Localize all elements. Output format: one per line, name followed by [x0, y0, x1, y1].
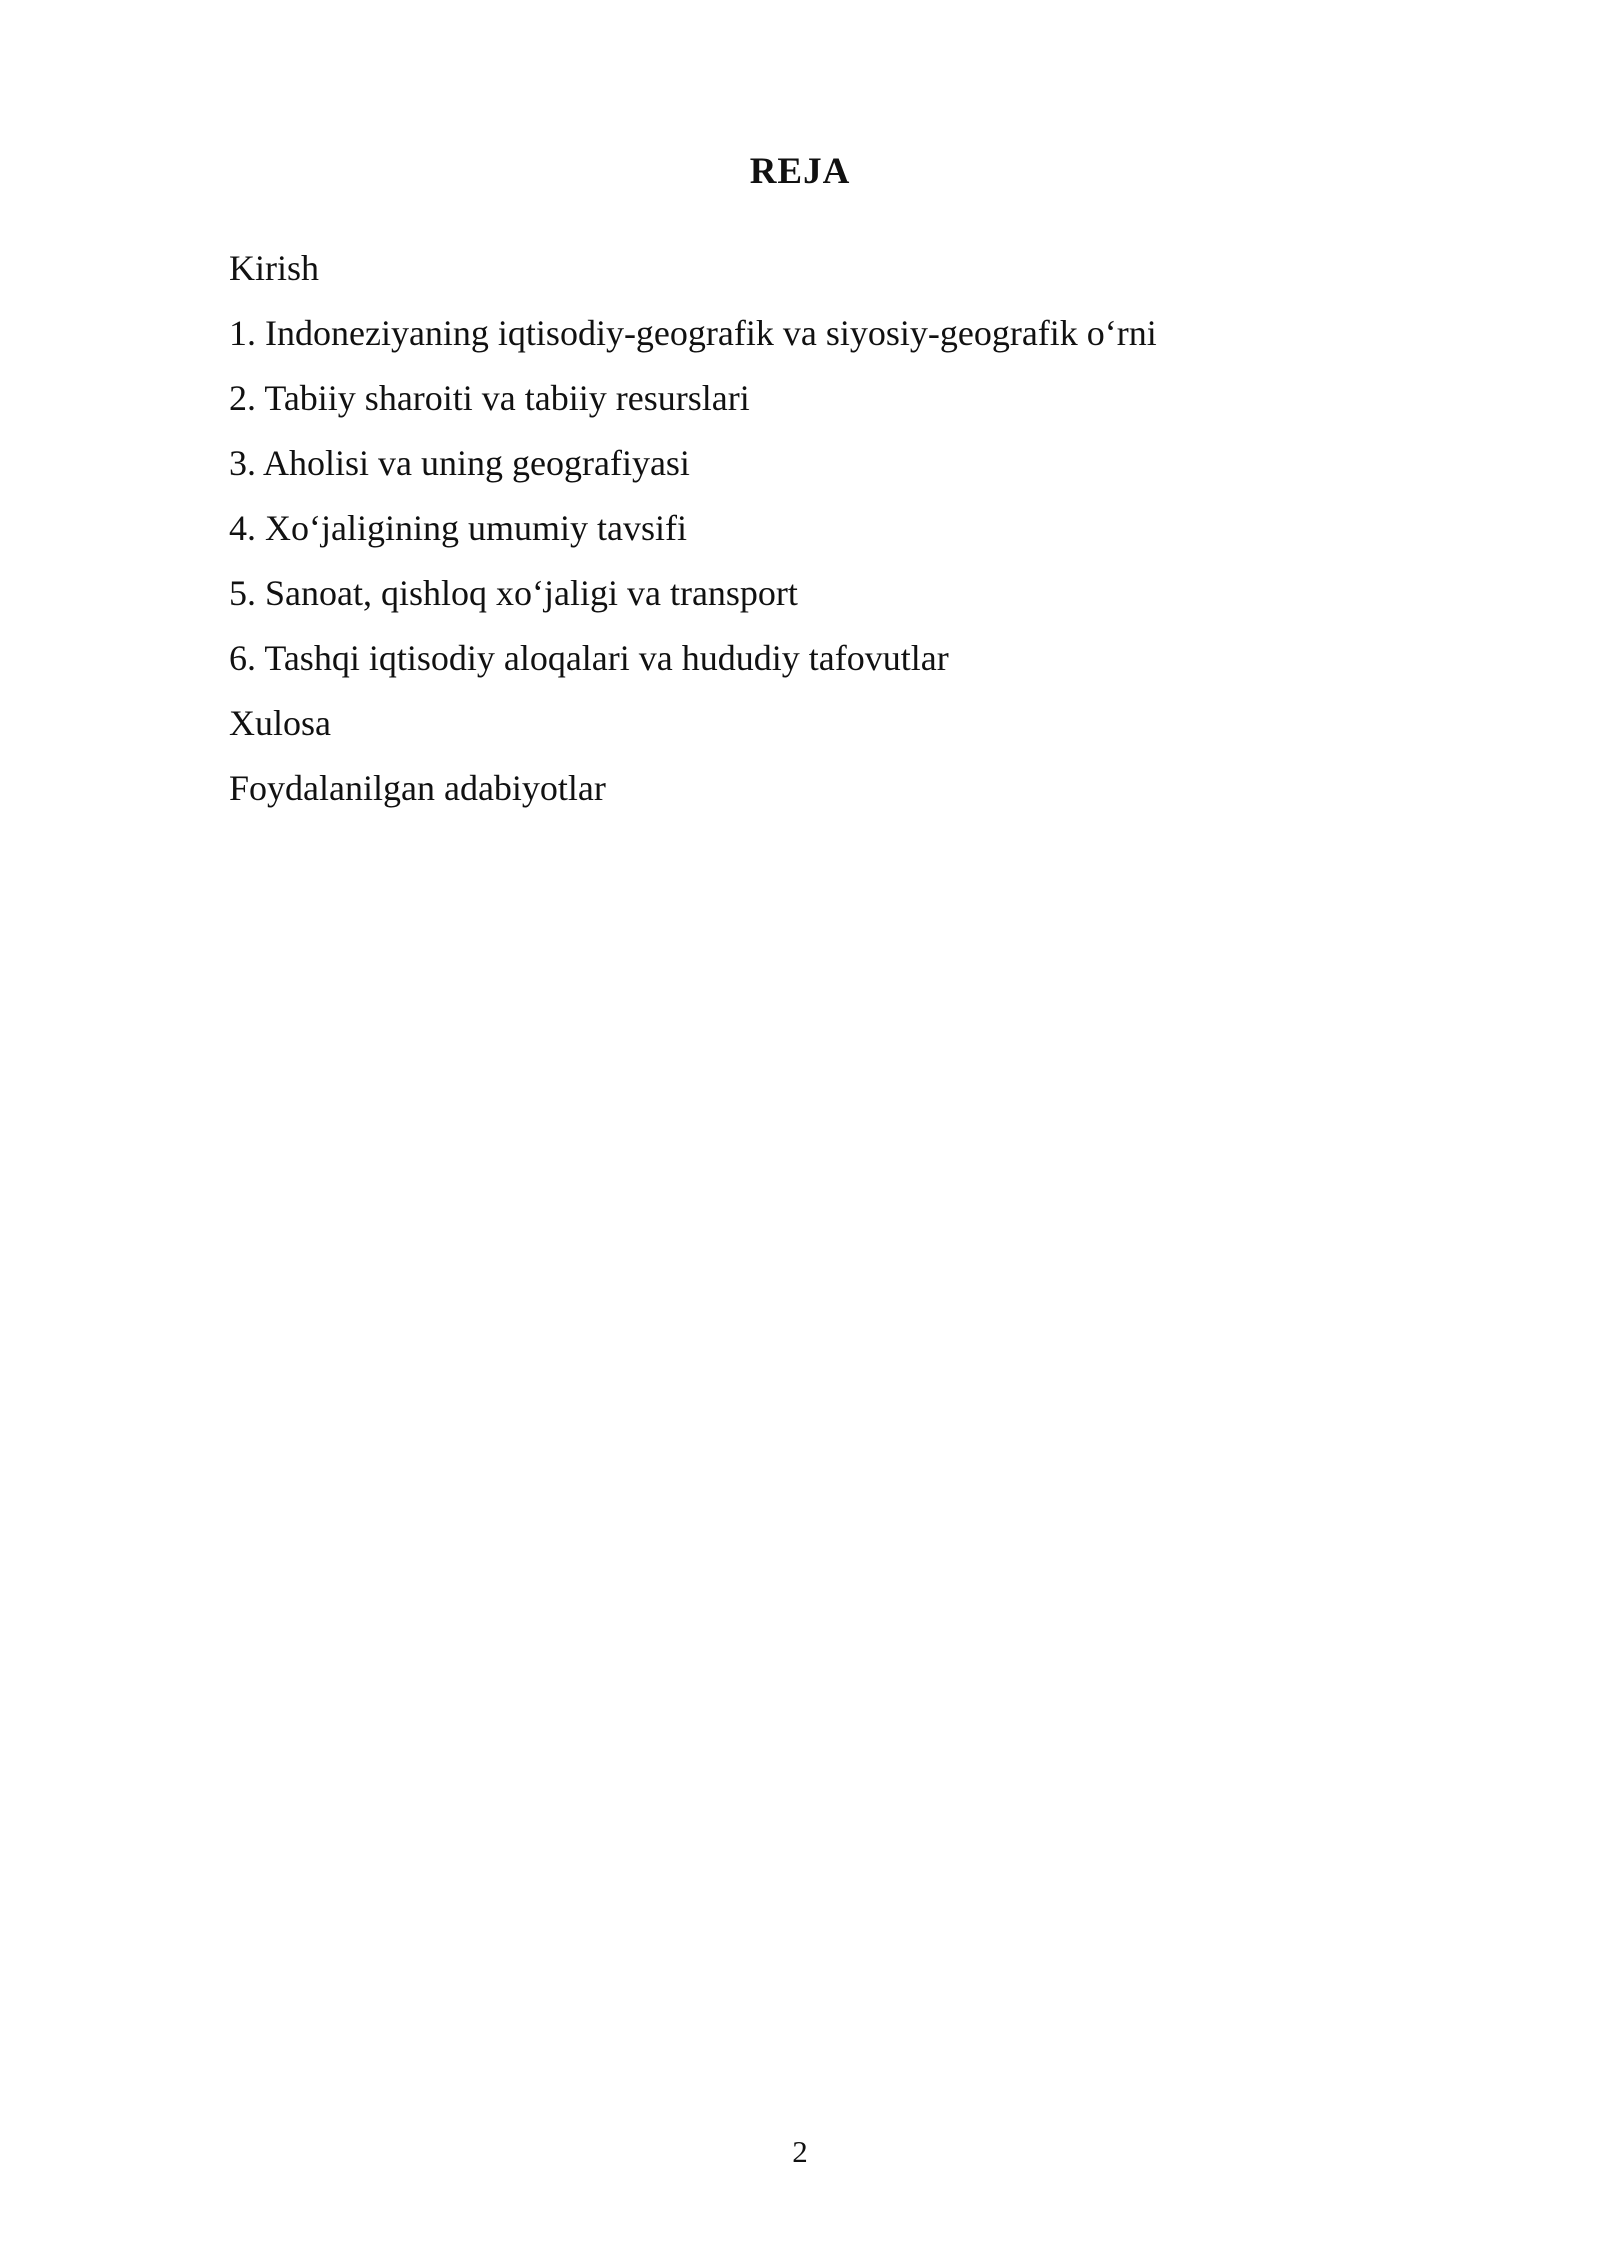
- toc-item-references: Foydalanilgan adabiyotlar: [229, 768, 606, 808]
- toc-item-2: 2. Tabiiy sharoiti va tabiiy resurslari: [229, 378, 750, 418]
- toc-item-4: 4. Xo‘jaligining umumiy tavsifi: [229, 508, 687, 548]
- page-title: REJA: [749, 151, 851, 192]
- toc-item-conclusion: Xulosa: [229, 703, 331, 743]
- toc-item-1: 1. Indoneziyaning iqtisodiy-geografik va siyosiy-geografik o‘rni: [229, 313, 1157, 353]
- toc-item-6: 6. Tashqi iqtisodiy aloqalari va hududiy tafovutlar: [229, 638, 949, 678]
- toc-item-3: 3. Aholisi va uning geografiyasi: [229, 443, 690, 483]
- page-number: 2: [792, 2134, 808, 2169]
- toc-item-5: 5. Sanoat, qishloq xo‘jaligi va transport: [229, 573, 798, 613]
- toc-item-introduction: Kirish: [229, 248, 319, 288]
- table-of-contents: [229, 236, 1429, 821]
